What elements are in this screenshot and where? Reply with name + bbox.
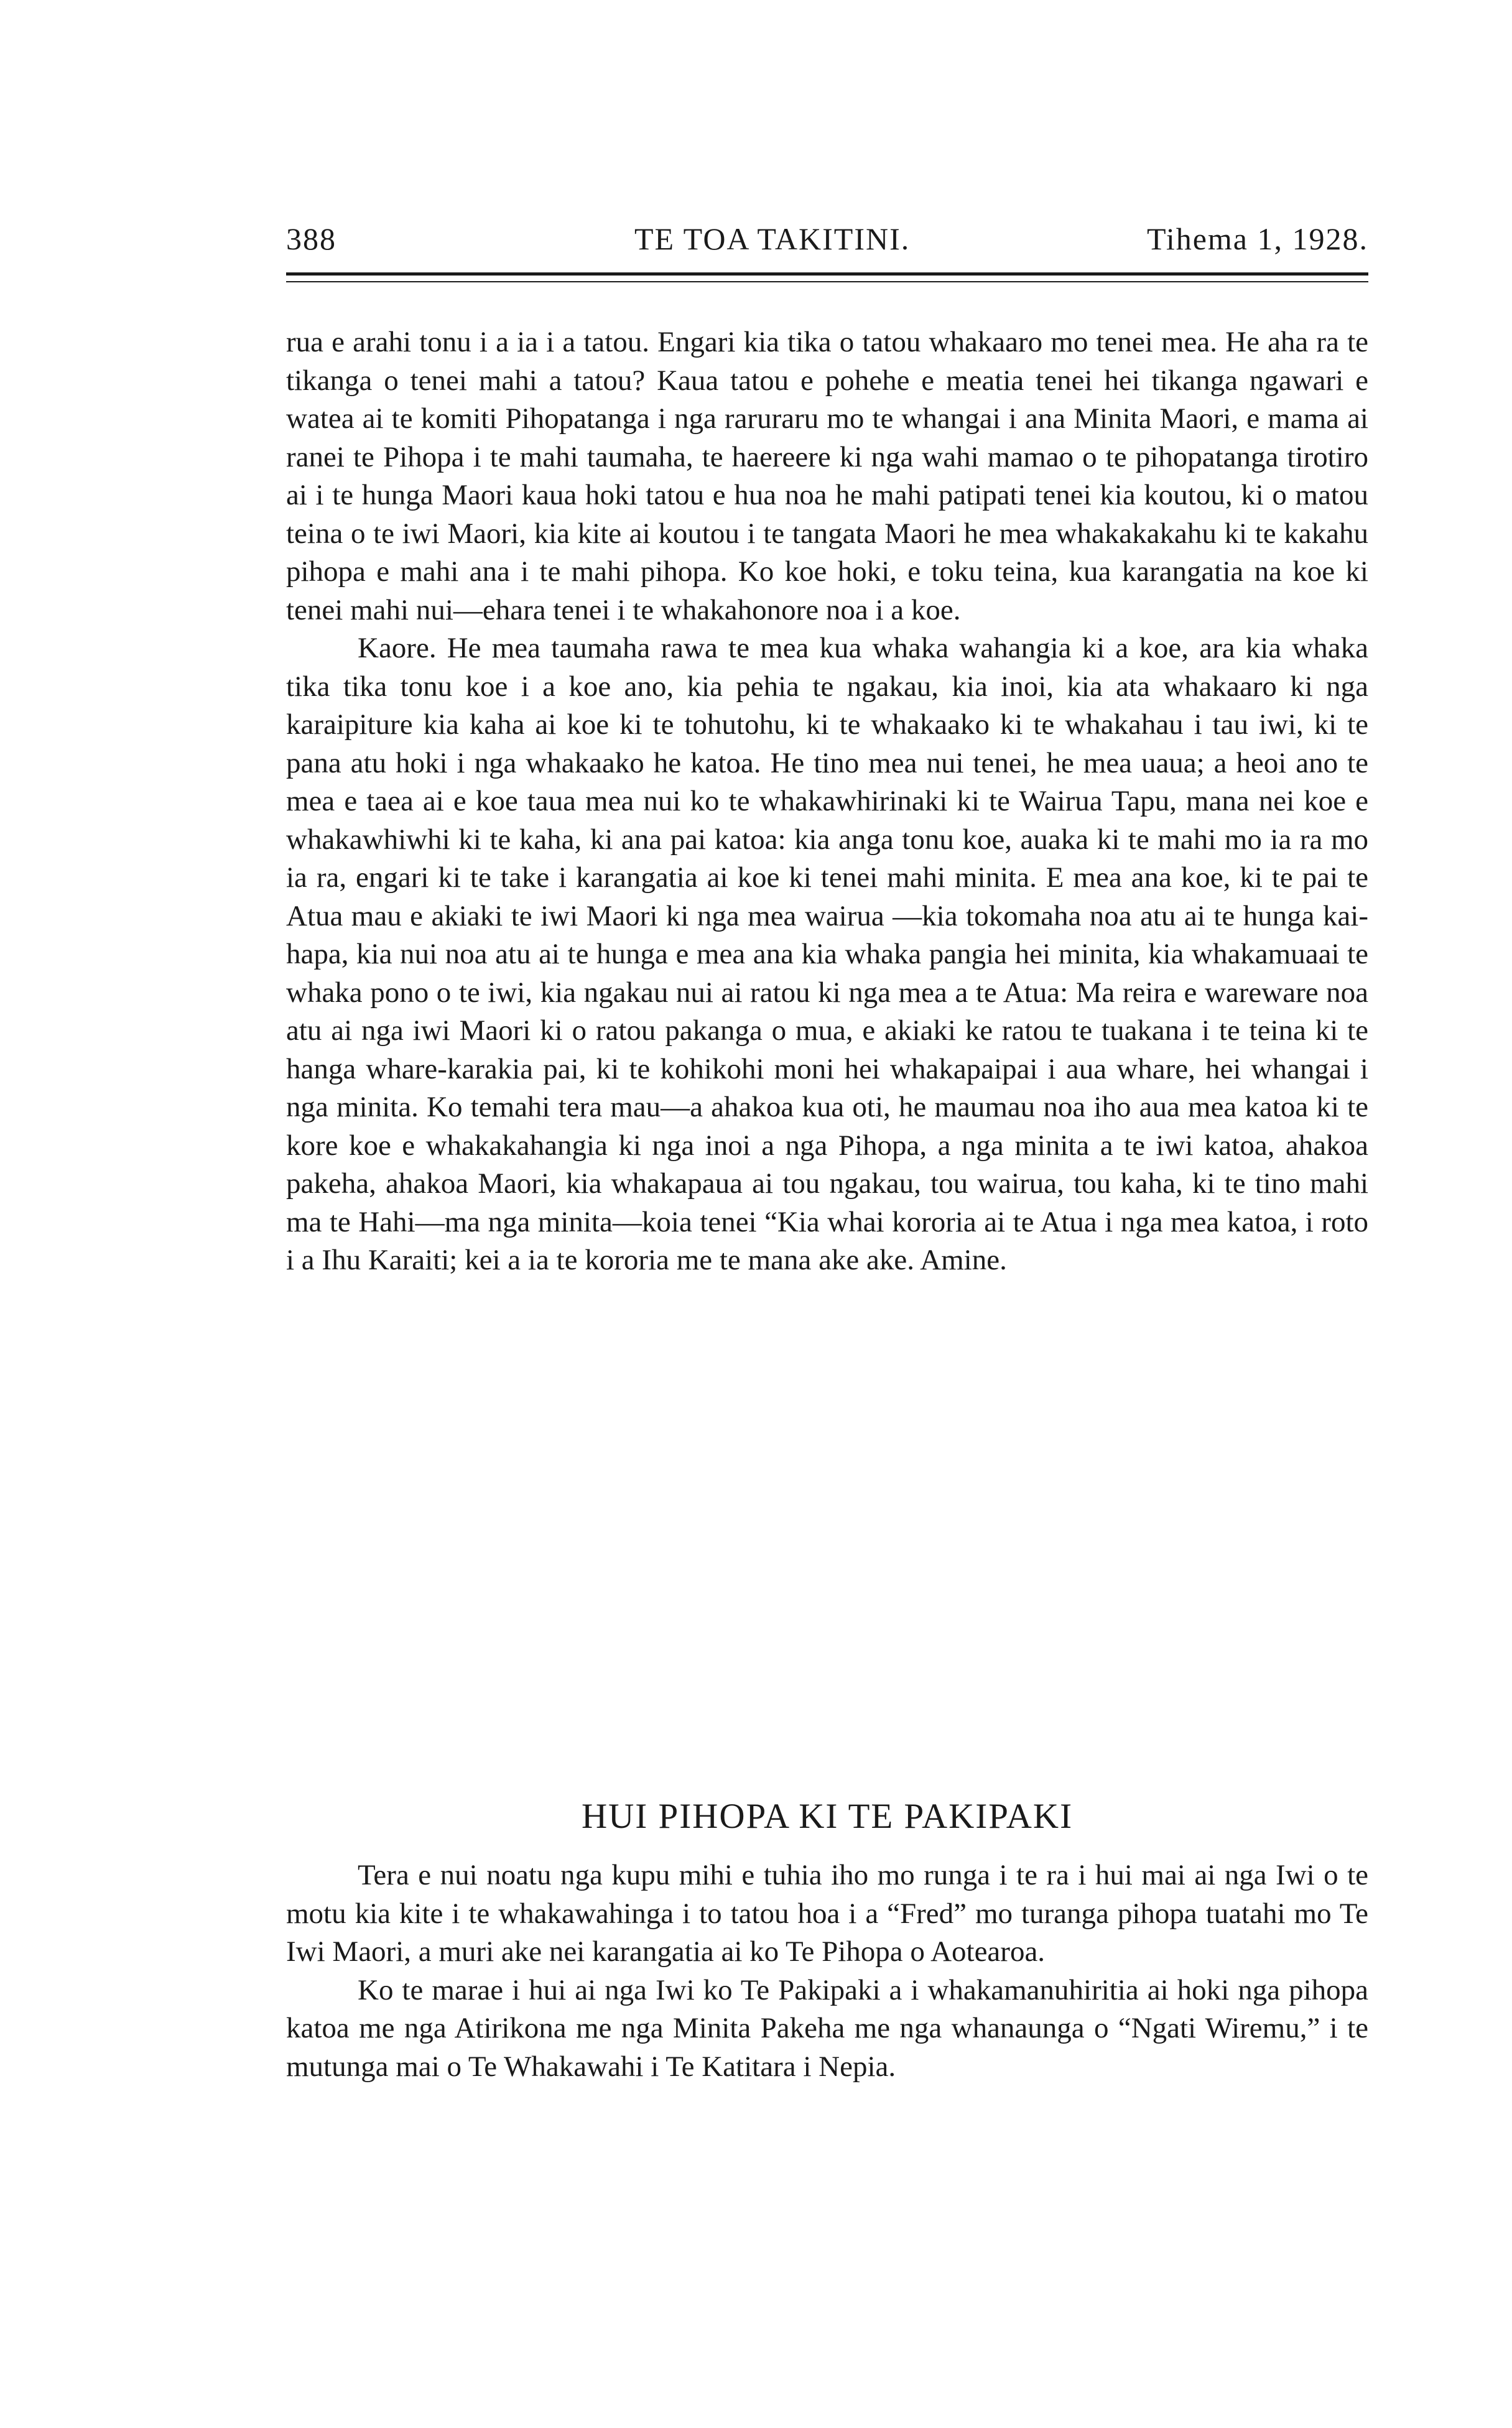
section-paragraph: Tera e nui noatu nga kupu mihi e tuhia iho mo runga i te ra i hui mai ai nga Iwi o te motu kia kite i te whakawahinga i to tatou hoa i a “Fred” mo turanga pihopa tuatahi mo Te Iwi Maori, a muri ake nei karangatia ai ko Te Pihopa o Aotearoa. bbox=[286, 1859, 1368, 1968]
issue-date: Tihema 1, 1928. bbox=[1147, 221, 1368, 256]
article-body bbox=[286, 323, 1368, 1280]
section-body bbox=[286, 1856, 1368, 2086]
header-rule-thick bbox=[286, 272, 1368, 276]
section-paragraph: Ko te marae i hui ai nga Iwi ko Te Pakipaki a i whakamanuhiritia ai hoki nga pihopa katoa me nga Atirikona me nga Minita Pakeha me nga whanaunga o “Ngati Wiremu,” i te mutunga mai o Te Whakawahi i Te Katitara i Nepia. bbox=[286, 1973, 1368, 2083]
page-number: 388 bbox=[286, 221, 336, 256]
page-header bbox=[286, 221, 1368, 264]
body-paragraph: rua e arahi tonu i a ia i a tatou. Engari kia tika o tatou whakaaro mo tenei mea. He aha ra te tikanga o tenei mahi a tatou? Kaua tatou e pohehe e meatia tenei hei tikanga ngawari e watea ai te komiti Pihopatanga i nga raruraru mo te whangai i ana Minita Maori, e mama ai ranei te Pihopa i te mahi taumaha, te haereere ki nga wahi mamao o te pihopatanga tirotiro ai i te hunga Maori kaua hoki tatou e hua noa he mahi patipati tenei kia koutou, ki o matou teina o te iwi Maori, kia kite ai koutou i te tangata Maori he mea whakakakahu ki te kakahu pihopa e mahi ana i te mahi pihopa. Ko koe hoki, e toku teina, kua karangatia na koe ki tenei mahi nui—ehara tenei i te whakahonore noa i a koe. bbox=[286, 326, 1368, 626]
body-paragraph: Kaore. He mea taumaha rawa te mea kua whaka wahangia ki a koe, ara kia whaka tika tika tonu koe i a koe ano, kia pehia te ngakau, kia inoi, kia ata whakaaro ki nga karaipiture kia kaha ai koe ki te tohutohu, ki te whakaako ki te whakahau i tau iwi, ki te pana atu hoki i nga whakaako he katoa. He tino mea nui tenei, he mea uaua; a heoi ano te mea e taea ai e koe taua mea nui ko te whakawhirinaki ki te Wairua Tapu, mana nei koe e whakawhiwhi ki te kaha, ki ana pai katoa: kia anga tonu koe, auaka ki te mahi mo ia ra mo ia ra, engari ki te take i karangatia ai koe ki tenei mahi minita. E mea ana koe, ki te pai te Atua mau e akiaki te iwi Maori ki nga mea wairua —kia tokomaha noa atu ai te hunga kai-hapa, kia nui noa atu ai te hunga e mea ana kia whaka pangia hei minita, kia whakamuaai te whaka pono o te iwi, kia ngakau nui ai ratou ki nga mea a te Atua: Ma reira e wareware noa atu ai nga iwi Maori ki o ratou pakanga o mua, e akiaki ke ratou te tuakana i te teina ki te hanga whare-karakia pai, ki te kohikohi moni hei whakapaipai i aua whare, hei whangai i nga minita. Ko temahi tera mau—a ahakoa kua oti, he maumau noa iho aua mea katoa ki te kore koe e whakakahangia ki nga inoi a nga Pihopa, a nga minita a te iwi katoa, ahakoa pakeha, ahakoa Maori, kia whakapaua ai tou ngakau, tou wairua, tou kaha, ki te tino mahi ma te Hahi—ma nga minita—koia tenei “Kia whai kororia ai te Atua i nga mea katoa, i roto i a Ihu Karaiti; kei a ia te kororia me te mana ake ake. Amine. bbox=[286, 632, 1368, 1276]
journal-title: TE TOA TAKITINI. bbox=[634, 221, 911, 256]
section-heading: HUI PIHOPA KI TE PAKIPAKI bbox=[581, 1797, 1074, 1836]
header-rule-thin bbox=[286, 281, 1368, 282]
